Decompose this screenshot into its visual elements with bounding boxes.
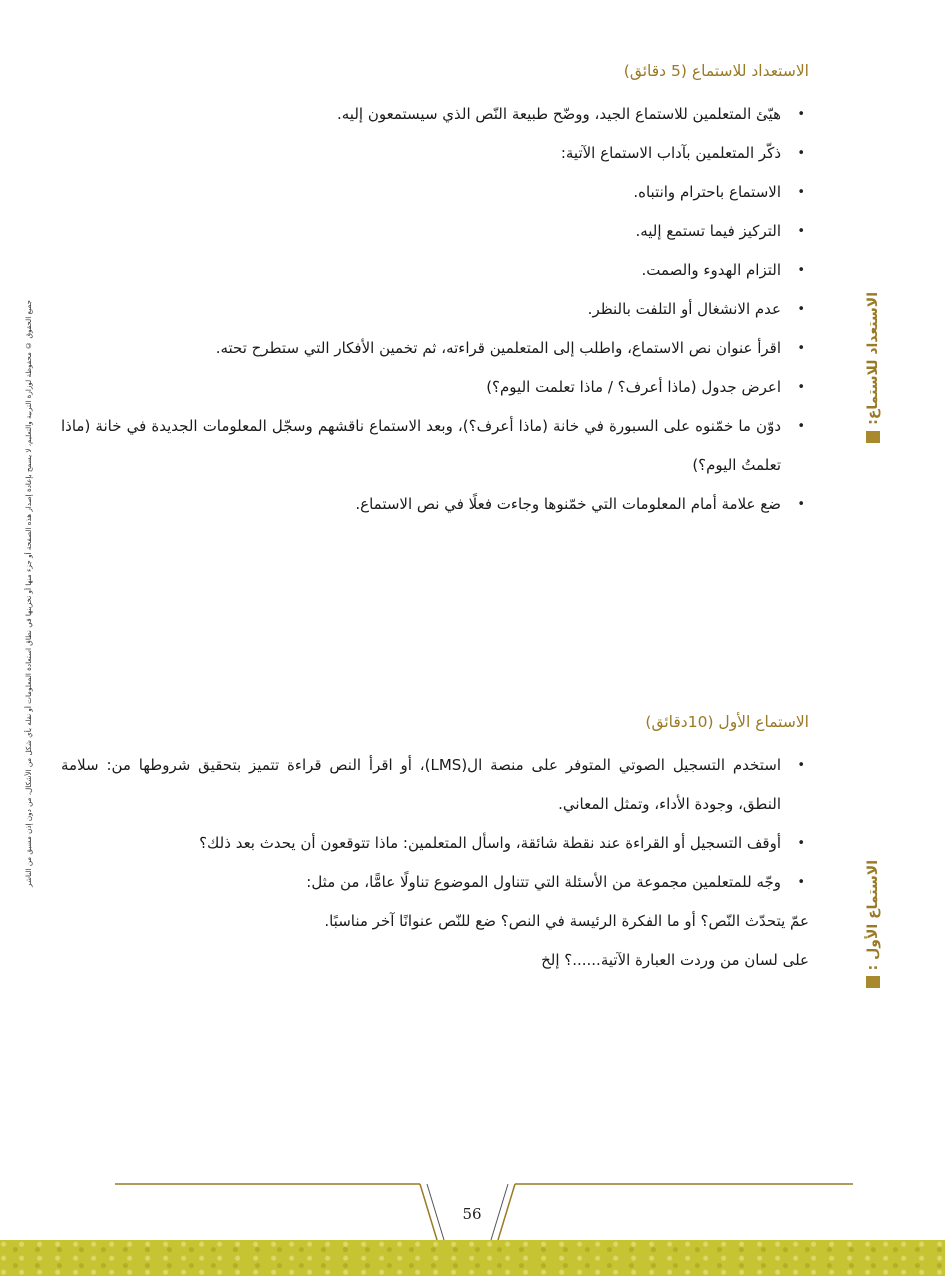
- section-preparation: [61, 59, 809, 524]
- side-label-preparation: [856, 292, 890, 443]
- list-item: • عدم الانشغال أو التلفت بالنظر.: [61, 290, 809, 329]
- list-item: • ضع علامة أمام المعلومات التي خمّنوها وجاءت فعلًا في نص الاستماع.: [61, 485, 809, 524]
- page-number: 56: [462, 1205, 482, 1223]
- list-item: • اقرأ عنوان نص الاستماع، واطلب إلى المتعلمين قراءته، ثم تخمين الأفكار التي ستطرح تحته.: [61, 329, 809, 368]
- list-item: • استخدم التسجيل الصوتي المتوفر على منصة ال(LMS)، أو اقرأ النص قراءة تتميز بتحقيق شروطها من: سلامة النطق، وجودة الأداء، وتمثل المعاني.: [61, 746, 809, 824]
- section-heading: الاستعداد للاستماع (5 دقائق): [623, 62, 809, 80]
- list-item: • ذكّر المتعلمين بآداب الاستماع الآتية:: [61, 134, 809, 173]
- list-item: • دوّن ما خمّنوه على السبورة في خانة (ماذا أعرف؟)، وبعد الاستماع ناقشهم وسجّل المعلومات الجديدة في خانة (ماذا تعلمتُ اليوم؟): [61, 407, 809, 485]
- copyright-notice: جميع الحقوق © محفوظة لوزارة التربية والتعليم، لا يسمح بإعادة إصدار هذه الصفحة أو جزء منها أو تخزينها في نطاق استعادة المعلومات أو نقله بأي شكل من الأشكال، من دون إذن مسبق من الناشر: [24, 300, 33, 888]
- question-line: على لسان من وردت العبارة الآتية......؟ إلخ: [541, 951, 809, 969]
- section-heading: الاستماع الأول (10دقائق): [645, 713, 809, 731]
- list-item: • وجّه للمتعلمين مجموعة من الأسئلة التي تتناول الموضوع تناولًا عامًّا، من مثل:: [61, 863, 809, 902]
- list-item: • الاستماع باحترام وانتباه.: [61, 173, 809, 212]
- list-item: • التركيز فيما تستمع إليه.: [61, 212, 809, 251]
- list-item: • التزام الهدوء والصمت.: [61, 251, 809, 290]
- side-label-marker: [866, 431, 880, 443]
- list-item: • أوقف التسجيل أو القراءة عند نقطة شائقة، واسأل المتعلمين: ماذا تتوقعون أن يحدث بعد ذلك؟: [61, 824, 809, 863]
- section-first-listening: [61, 710, 809, 980]
- side-label-first-listening-text: الاستماع الأول :: [865, 860, 881, 971]
- question-line: عمّ يتحدّث النّص؟ أو ما الفكرة الرئيسة في النص؟ ضع للنّص عنوانًا آخر مناسبًا.: [324, 912, 809, 930]
- side-label-preparation-text: الاستعداد للاستماع:: [865, 292, 881, 425]
- footer-band: [0, 1240, 945, 1276]
- side-label-marker: [866, 976, 880, 988]
- side-label-first-listening: [856, 860, 890, 988]
- list-item: • هيّئ المتعلمين للاستماع الجيد، ووضّح طبيعة النّص الذي سيستمعون إليه.: [61, 95, 809, 134]
- list-item: • اعرض جدول (ماذا أعرف؟ / ماذا تعلمت اليوم؟): [61, 368, 809, 407]
